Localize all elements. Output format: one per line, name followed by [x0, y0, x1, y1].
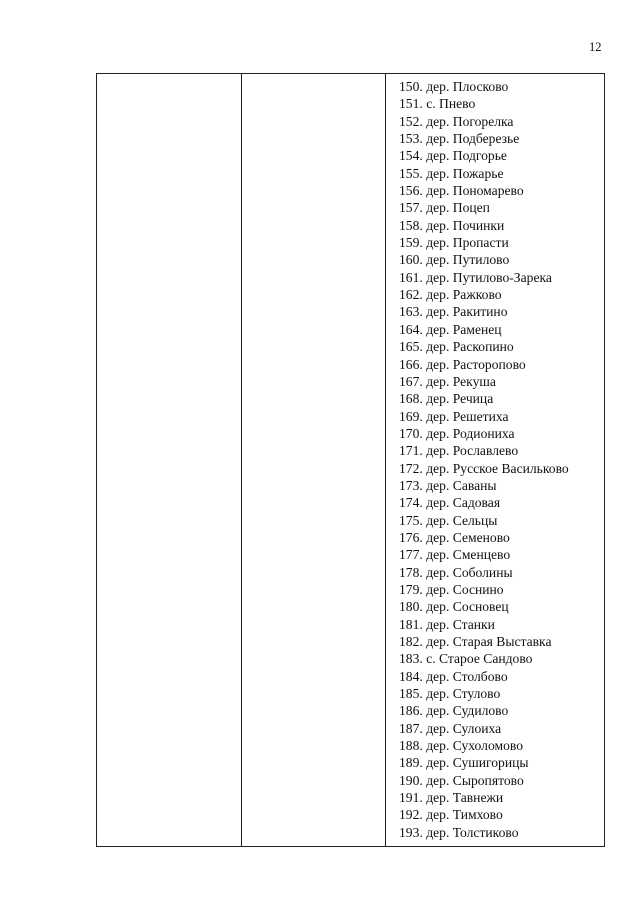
item-number: 186.	[399, 703, 423, 719]
list-item	[399, 772, 609, 789]
item-name: дер. Рославлево	[426, 443, 519, 459]
item-number: 164.	[399, 321, 423, 337]
item-number: 173.	[399, 477, 423, 493]
item-name: дер. Саваны	[426, 477, 497, 493]
item-name: дер. Сухоломово	[426, 738, 524, 754]
settlement-table	[96, 73, 605, 847]
list-item	[399, 824, 609, 841]
item-number: 155.	[399, 165, 423, 181]
list-item	[399, 529, 609, 546]
list-item	[399, 616, 609, 633]
list-item	[399, 720, 609, 737]
item-name: дер. Пропасти	[426, 235, 509, 251]
list-item	[399, 598, 609, 615]
item-name: с. Пнево	[426, 96, 476, 112]
item-number: 177.	[399, 547, 423, 563]
item-number: 178.	[399, 564, 423, 580]
column-divider	[385, 74, 386, 846]
item-number: 185.	[399, 686, 423, 702]
item-number: 192.	[399, 807, 423, 823]
item-name: дер. Судилово	[426, 703, 509, 719]
item-name: дер. Сушигорицы	[426, 755, 529, 771]
item-number: 187.	[399, 720, 423, 736]
list-item	[399, 408, 609, 425]
list-item	[399, 182, 609, 199]
list-item	[399, 165, 609, 182]
item-number: 182.	[399, 634, 423, 649]
list-item	[399, 754, 609, 771]
page-number: 12	[589, 40, 602, 54]
item-name: дер. Подберезье	[426, 131, 520, 147]
list-item	[399, 685, 609, 702]
item-name: дер. Пономарево	[426, 183, 524, 199]
item-name: дер. Семеново	[426, 529, 510, 545]
item-name: дер. Погорелка	[426, 113, 514, 129]
item-name: дер. Сулоиха	[426, 720, 502, 736]
item-name: с. Старое Сандово	[426, 651, 533, 667]
list-item	[399, 338, 609, 355]
item-name: дер. Раменец	[426, 321, 502, 337]
item-name: дер. Толстиково	[426, 824, 519, 840]
list-item	[399, 581, 609, 598]
item-name: дер. Стулово	[426, 686, 501, 702]
item-number: 161.	[399, 269, 423, 285]
list-item	[399, 494, 609, 511]
item-name: дер. Пожарье	[426, 165, 504, 181]
item-number: 190.	[399, 772, 423, 788]
item-name: дер. Сельцы	[426, 512, 498, 528]
item-name: дер. Соснино	[426, 581, 504, 597]
list-item	[399, 789, 609, 806]
item-number: 188.	[399, 738, 423, 754]
list-item	[399, 477, 609, 494]
item-name: дер. Соболины	[426, 564, 513, 580]
item-number: 181.	[399, 616, 423, 632]
item-name: дер. Родиониха	[426, 425, 515, 441]
item-number: 179.	[399, 581, 423, 597]
item-name: дер. Рекуша	[426, 373, 496, 389]
item-number: 157.	[399, 200, 423, 216]
item-number: 159.	[399, 235, 423, 251]
list-item	[399, 737, 609, 754]
item-name: дер. Починки	[426, 217, 505, 233]
list-item	[399, 702, 609, 719]
item-number: 153.	[399, 131, 423, 147]
list-item	[399, 668, 609, 685]
item-name: дер. Путилово	[426, 252, 510, 268]
list-item	[399, 564, 609, 581]
item-number: 163.	[399, 304, 423, 320]
list-item	[399, 95, 609, 112]
item-name: дер. Подгорье	[426, 148, 507, 164]
item-name: дер. Решетиха	[426, 408, 509, 424]
list-item	[399, 78, 609, 95]
item-number: 170.	[399, 425, 423, 441]
item-name: дер. Сыропятово	[426, 772, 524, 788]
item-number: 152.	[399, 113, 423, 129]
item-number: 162.	[399, 287, 423, 303]
list-item	[399, 806, 609, 823]
item-number: 166.	[399, 356, 423, 372]
item-name: дер. Садовая	[426, 495, 501, 511]
list-item	[399, 633, 609, 650]
item-number: 183.	[399, 651, 423, 667]
list-item	[399, 390, 609, 407]
list-item	[399, 269, 609, 286]
list-item	[399, 373, 609, 390]
list-item	[399, 460, 609, 477]
item-number: 158.	[399, 217, 423, 233]
list-item	[399, 512, 609, 529]
list-item	[399, 113, 609, 130]
item-name: дер. Старая Выставка	[426, 634, 552, 649]
item-number: 175.	[399, 512, 423, 528]
item-number: 165.	[399, 339, 423, 355]
item-number: 160.	[399, 252, 423, 268]
list-item	[399, 303, 609, 320]
column-divider	[241, 74, 242, 846]
item-name: дер. Тимхово	[426, 807, 503, 823]
list-item	[399, 321, 609, 338]
item-name: дер. Сменцево	[426, 547, 511, 563]
item-number: 168.	[399, 391, 423, 407]
item-number: 174.	[399, 495, 423, 511]
item-number: 150.	[399, 79, 423, 94]
item-number: 176.	[399, 529, 423, 545]
item-name: дер. Тавнежи	[426, 790, 504, 806]
item-name: дер. Ракитино	[426, 304, 508, 320]
item-number: 151.	[399, 96, 423, 112]
list-item	[399, 546, 609, 563]
item-name: дер. Русское Васильково	[426, 460, 569, 476]
item-number: 191.	[399, 790, 423, 806]
item-number: 180.	[399, 599, 423, 615]
list-item	[399, 234, 609, 251]
item-name: дер. Плосково	[426, 79, 509, 94]
item-number: 167.	[399, 373, 423, 389]
item-name: дер. Расторопово	[426, 356, 526, 372]
item-name: дер. Раскопино	[426, 339, 514, 355]
list-item	[399, 286, 609, 303]
item-number: 172.	[399, 460, 423, 476]
list-item	[399, 425, 609, 442]
item-name: дер. Поцеп	[426, 200, 490, 216]
item-name: дер. Станки	[426, 616, 495, 632]
item-name: дер. Речица	[426, 391, 494, 407]
item-number: 156.	[399, 183, 423, 199]
list-item	[399, 130, 609, 147]
list-item	[399, 356, 609, 373]
list-item	[399, 442, 609, 459]
list-item	[399, 217, 609, 234]
item-name: дер. Ражково	[426, 287, 502, 303]
item-name: дер. Столбово	[426, 668, 508, 684]
item-name: дер. Сосновец	[426, 599, 509, 615]
list-item	[399, 650, 609, 667]
list-item	[399, 199, 609, 216]
settlement-list	[399, 78, 609, 841]
item-number: 184.	[399, 668, 423, 684]
list-item	[399, 147, 609, 164]
item-number: 154.	[399, 148, 423, 164]
item-number: 193.	[399, 824, 423, 840]
item-number: 189.	[399, 755, 423, 771]
item-number: 171.	[399, 443, 423, 459]
item-number: 169.	[399, 408, 423, 424]
item-name: дер. Путилово-Зарека	[426, 269, 552, 285]
list-item	[399, 251, 609, 268]
